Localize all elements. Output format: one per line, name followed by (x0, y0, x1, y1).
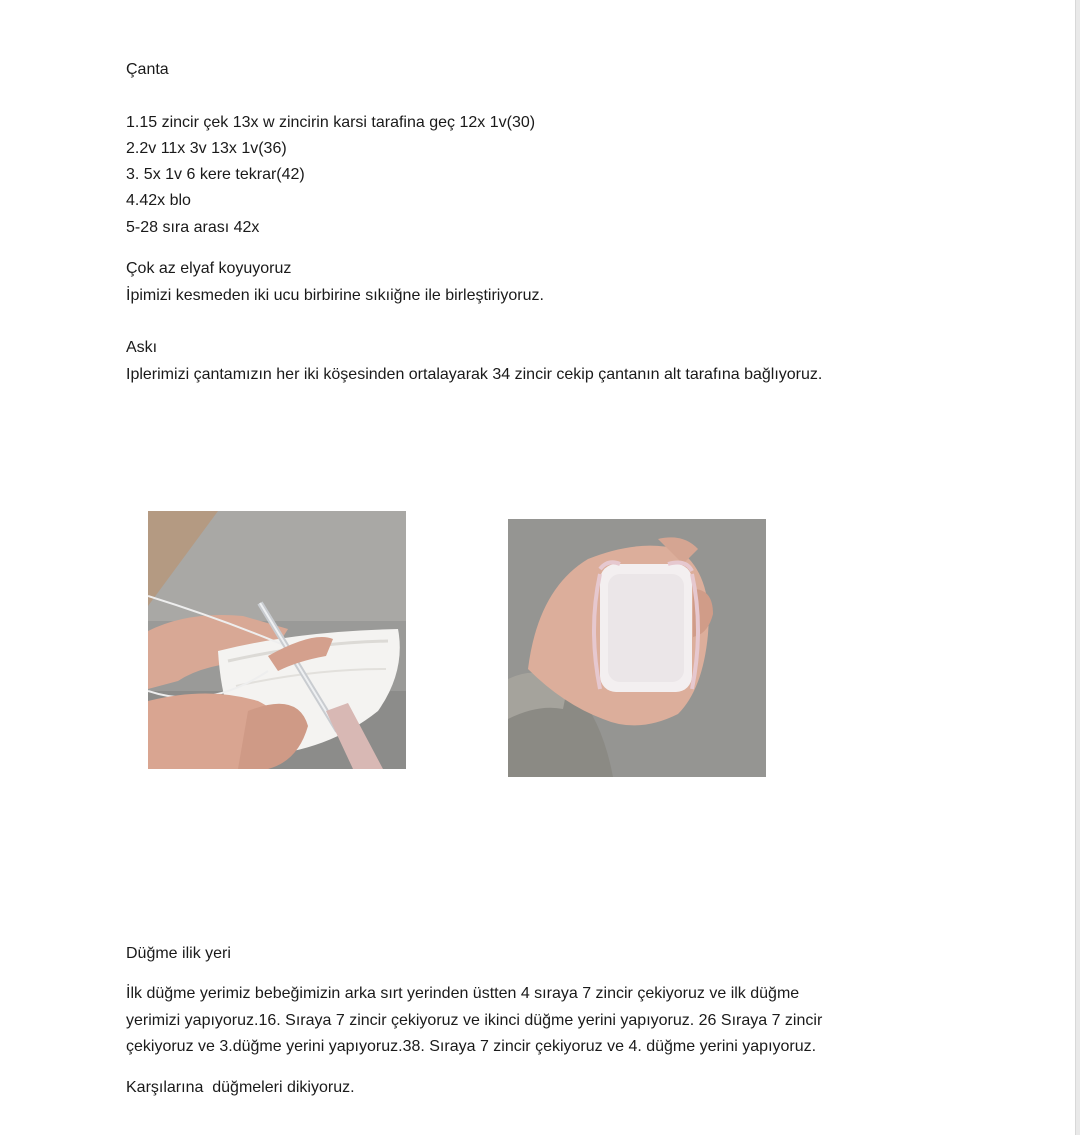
buttonhole-line-2: yerimizi yapıyoruz.16. Sıraya 7 zincir çekiyoruz ve ikinci düğme yerini yapıyoruz. 26 Sıraya 7 zincir (126, 1012, 823, 1029)
step-1: 1.15 zincir çek 13x w zincirin karsi tarafina geç 12x 1v(30) (126, 114, 536, 131)
page-edge (1075, 0, 1080, 1135)
photo-finished-bag (508, 519, 766, 777)
step-3: 3. 5x 1v 6 kere tekrar(42) (126, 166, 305, 183)
join-note: İpimizi kesmeden iki ucu birbirine sıkıiğne ile birleştiriyoruz. (126, 287, 544, 304)
strap-text: Iplerimizi çantamızın her iki köşesinden ortalayarak 34 zincir cekip çantanın alt tarafına bağlıyoruz. (126, 366, 823, 383)
buttonhole-line-1: İlk düğme yerimiz bebeğimizin arka sırt yerinden üstten 4 sıraya 7 zincir çekiyoruz ve ilk düğme (126, 985, 800, 1002)
buttonhole-closing: Karşılarına düğmeleri dikiyoruz. (126, 1079, 355, 1096)
stuffing-note: Çok az elyaf koyuyoruz (126, 260, 292, 277)
step-5: 5-28 sıra arası 42x (126, 219, 260, 236)
page-title: Çanta (126, 61, 169, 78)
buttonhole-heading: Düğme ilik yeri (126, 945, 231, 962)
buttonhole-line-3: çekiyoruz ve 3.düğme yerini yapıyoruz.38. Sıraya 7 zincir çekiyoruz ve 4. düğme yerini yapıyoruz. (126, 1038, 817, 1055)
photo-crochet-bag (148, 511, 406, 769)
strap-heading: Askı (126, 339, 158, 356)
step-4: 4.42x blo (126, 192, 191, 209)
step-2: 2.2v 11x 3v 13x 1v(36) (126, 140, 287, 157)
